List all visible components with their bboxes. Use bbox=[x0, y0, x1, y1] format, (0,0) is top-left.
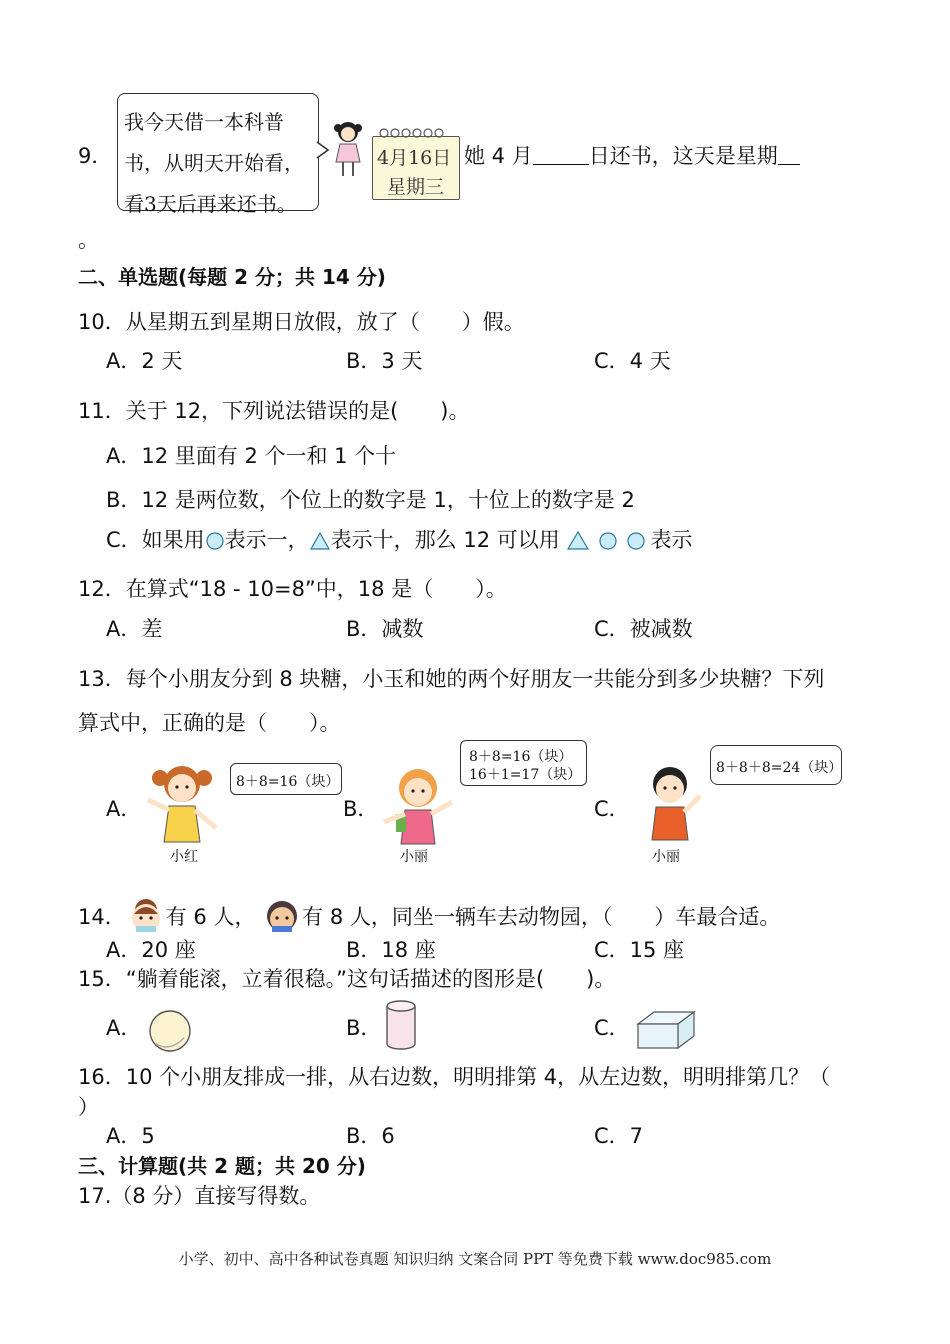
q10-option-b[interactable]: B．3 天 bbox=[346, 349, 423, 373]
q9-text-a: 她 4 月 bbox=[464, 144, 533, 168]
section-3-title: 三、计算题(共 2 题；共 20 分) bbox=[78, 1154, 366, 1178]
q9-trailing-period: 。 bbox=[78, 228, 99, 252]
q13-label-a[interactable]: A． bbox=[106, 797, 142, 821]
cylinder-icon bbox=[384, 998, 418, 1054]
q13-c-bubble-text: 8＋8＋8=24（块） bbox=[716, 760, 843, 776]
boy-icon bbox=[636, 760, 706, 848]
q13-b-bubble-line-2: 16＋1=17（块） bbox=[469, 767, 582, 783]
q13-a-bubble bbox=[230, 763, 342, 795]
q16-stem-line-1: 16．10 个小朋友排成一排，从右边数，明明排第 4，从左边数，明明排第几？（ bbox=[78, 1065, 831, 1089]
girl-xiaoli-icon bbox=[378, 762, 458, 848]
boy-face-icon bbox=[262, 896, 302, 936]
q12-option-b[interactable]: B．减数 bbox=[346, 617, 424, 641]
triangle-icon bbox=[309, 531, 331, 551]
q9-text-b: 日还书，这天是星期 bbox=[588, 144, 778, 168]
q9-bubble-line-1: 我今天借一本科普 bbox=[124, 110, 284, 134]
q13-label-c[interactable]: C． bbox=[594, 797, 630, 821]
q9-bubble-line-3: 看3天后再来还书。 bbox=[124, 192, 297, 216]
q13-b-bubble-line-1: 8＋8=16（块） bbox=[469, 749, 573, 765]
q13-name-a: 小红 bbox=[170, 849, 198, 865]
q12-option-c[interactable]: C．被减数 bbox=[594, 617, 693, 641]
q12-option-a[interactable]: A．差 bbox=[106, 617, 163, 641]
q10-stem: 10．从星期五到星期日放假，放了（ ）假。 bbox=[78, 310, 525, 334]
q14-option-c[interactable]: C．15 座 bbox=[594, 938, 685, 962]
girl-figure-icon bbox=[330, 118, 366, 182]
q15-stem: 15．“躺着能滚，立着很稳。”这句话描述的图形是( )。 bbox=[78, 967, 616, 991]
q15-label-a[interactable]: A． bbox=[106, 1016, 142, 1040]
q15-label-b[interactable]: B． bbox=[346, 1016, 382, 1040]
calendar-rings-icon bbox=[378, 126, 450, 140]
girl-xiaohong-icon bbox=[140, 760, 224, 846]
sphere-icon bbox=[146, 1008, 194, 1054]
q9-blank-weekday[interactable] bbox=[778, 146, 800, 165]
q13-a-bubble-text: 8＋8=16（块） bbox=[236, 774, 340, 790]
cuboid-icon bbox=[636, 1008, 696, 1052]
q13-stem-line-2: 算式中，正确的是（ ）。 bbox=[78, 711, 341, 735]
q16-option-a[interactable]: A．5 bbox=[106, 1124, 155, 1148]
q11-c-text-1: C．如果用 bbox=[106, 528, 205, 552]
q11-option-c[interactable] bbox=[106, 530, 692, 552]
q10-option-a[interactable]: A．2 天 bbox=[106, 349, 183, 373]
q16-option-c[interactable]: C．7 bbox=[594, 1124, 644, 1148]
q13-name-b: 小丽 bbox=[400, 849, 428, 865]
q14-number: 14． bbox=[78, 905, 126, 929]
bubble-tail bbox=[316, 140, 330, 160]
q9-bubble-line-2: 书，从明天开始看， bbox=[124, 151, 304, 175]
q14-text-1: 有 6 人， bbox=[165, 905, 256, 929]
q16-stem-line-2: ） bbox=[78, 1095, 99, 1119]
q11-c-text-4: 表示 bbox=[650, 528, 693, 552]
q13-stem-line-1: 13．每个小朋友分到 8 块糖，小玉和她的两个好朋友一共能分到多少块糖？下列 bbox=[78, 667, 825, 691]
q17-stem: 17.（8 分）直接写得数。 bbox=[78, 1184, 321, 1208]
q9-number: 9． bbox=[78, 144, 113, 168]
q15-label-c[interactable]: C． bbox=[594, 1016, 630, 1040]
calendar-weekday: 星期三 bbox=[387, 176, 445, 198]
q16-option-b[interactable]: B．6 bbox=[346, 1124, 395, 1148]
q11-option-a[interactable]: A．12 里面有 2 个一和 1 个十 bbox=[106, 444, 397, 468]
q13-c-bubble bbox=[710, 745, 842, 785]
q13-name-c: 小丽 bbox=[652, 849, 680, 865]
q11-stem: 11．关于 12，下列说法错误的是( )。 bbox=[78, 399, 470, 423]
q13-b-bubble bbox=[460, 740, 587, 786]
q10-option-c[interactable]: C．4 天 bbox=[594, 349, 671, 373]
q14-stem bbox=[78, 896, 780, 936]
q14-option-b[interactable]: B．18 座 bbox=[346, 938, 436, 962]
q14-option-a[interactable]: A．20 座 bbox=[106, 938, 196, 962]
q11-c-text-2: 表示一， bbox=[224, 528, 309, 552]
q12-stem: 12．在算式“18 - 10=8”中，18 是（ ）。 bbox=[78, 577, 507, 601]
q9-question-text bbox=[464, 146, 800, 167]
section-2-title: 二、单选题(每题 2 分；共 14 分) bbox=[78, 265, 386, 289]
q9-speech-bubble bbox=[117, 93, 319, 216]
q11-c-text-3: 表示十，那么 12 可以用 bbox=[330, 528, 560, 552]
q13-label-b[interactable]: B． bbox=[343, 797, 379, 821]
q11-option-b[interactable]: B．12 是两位数，个位上的数字是 1，十位上的数字是 2 bbox=[106, 488, 635, 512]
girl-face-icon bbox=[126, 896, 166, 936]
circle-icon bbox=[205, 531, 225, 551]
q14-text-2: 有 8 人，同坐一辆车去动物园，（ ）车最合适。 bbox=[302, 905, 781, 929]
triangle-circle-circle-icon bbox=[566, 530, 650, 552]
calendar-card bbox=[372, 136, 460, 200]
q9-blank-day[interactable] bbox=[533, 146, 589, 165]
calendar-date: 4月16日 bbox=[377, 147, 452, 169]
page-footer: 小学、初中、高中各种试卷真题 知识归纳 文案合同 PPT 等免费下载 www.doc985.com bbox=[178, 1250, 772, 1268]
